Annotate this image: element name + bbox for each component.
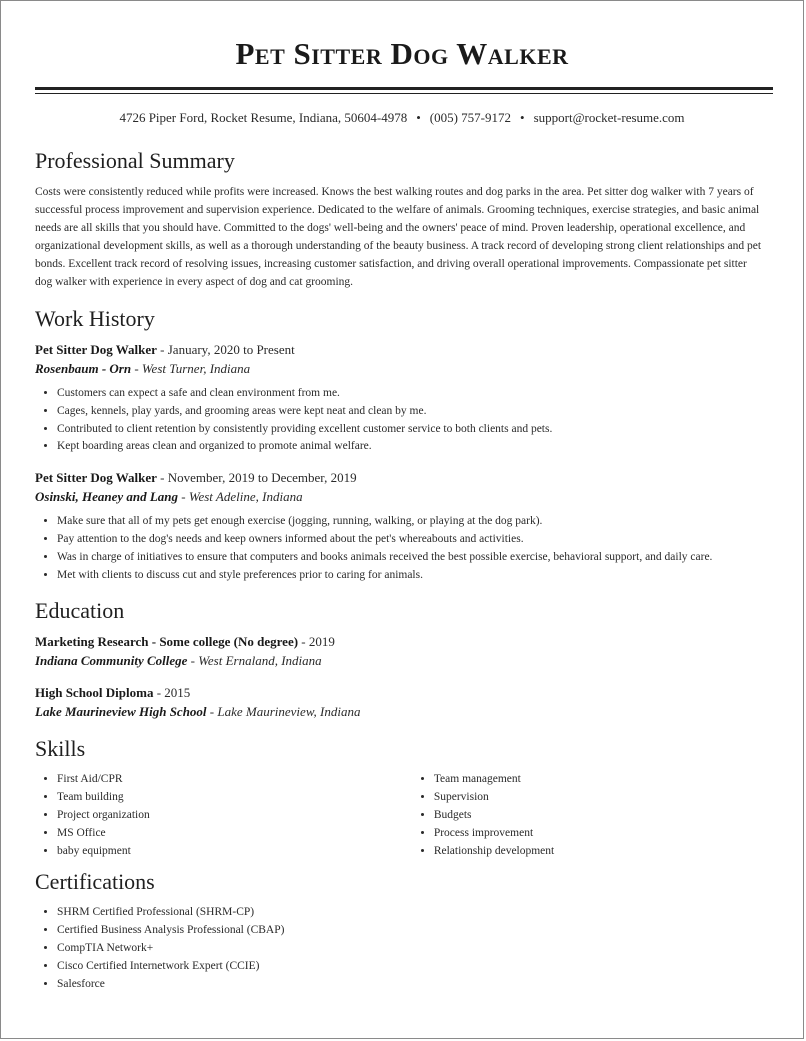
job-bullet: • Met with clients to discuss cut and style preferences prior to caring for animals. [57, 567, 765, 585]
job-dates: - January, 2020 to Present [156, 342, 295, 357]
contact-separator: • [520, 110, 525, 125]
skill-item: • Project organization [57, 807, 412, 825]
skills-list-left [35, 771, 412, 860]
job-bullet: • Make sure that all of my pets get enough exercise (jogging, running, walking, or playing at the dog park). [57, 513, 765, 531]
job-entry [35, 341, 765, 456]
job-title-line [35, 469, 765, 487]
education-location: - West Ernaland, Indiana [187, 653, 322, 669]
resume-content [35, 147, 765, 1001]
summary-text: Costs were consistently reduced while profits were increased. Knows the best walking routes and dog parks in the area. Pet sitter dog walker with 7 years of successful process improvement and supervision experience. Dedicated to the welfare of animals. Grooming techniques, exercise strategies, and basic animal needs are all skills that you should have. Committed to the dogs' well-being and the owners' peace of mind. Proven leadership, operational excellence, and organizational development skills, as well as a thorough understanding of the beauty business. A track record of developing strong client relationships and pet bonds. Excellent track record of resolving issues, increasing customer satisfaction, and driving overall operational improvements. Compassionate pet sitter dog walker with experience in every aspect of dog and cat grooming. [35, 186, 762, 288]
certification-item: • CompTIA Network+ [57, 940, 765, 958]
education-degree: High School Diploma [35, 685, 154, 701]
job-bullets [35, 513, 765, 584]
education-school-line [35, 651, 765, 670]
job-bullet: • Kept boarding areas clean and organized to promote animal welfare. [57, 438, 765, 456]
job-location: - West Turner, Indiana [131, 361, 251, 376]
skill-item: • Supervision [434, 789, 765, 807]
skill-item: • Budgets [434, 807, 765, 825]
skill-item: • First Aid/CPR [57, 771, 412, 789]
education-school: Indiana Community College [35, 653, 188, 669]
header-rule-thick [35, 87, 773, 90]
skill-item: • Relationship development [434, 843, 765, 861]
job-title: Pet Sitter Dog Walker [35, 342, 157, 357]
education-section [35, 597, 765, 721]
job-title-line [35, 341, 765, 359]
job-entry [35, 469, 765, 584]
certifications-list [35, 904, 765, 993]
education-heading: Education [35, 598, 125, 624]
job-location: - West Adeline, Indiana [178, 489, 303, 505]
education-year: - 2015 [153, 685, 191, 701]
job-company: Rosenbaum - Orn [35, 361, 132, 376]
certification-item: • SHRM Certified Professional (SHRM-CP) [57, 904, 765, 922]
resume-name: Pet Sitter Dog Walker [235, 36, 569, 71]
summary-section [35, 147, 765, 291]
skills-section [35, 735, 765, 860]
education-school: Lake Maurineview High School [35, 704, 207, 720]
job-company: Osinski, Heaney and Lang [35, 489, 179, 505]
certification-item: • Cisco Certified Internetwork Expert (CCIE) [57, 958, 765, 976]
contact-phone: (005) 757-9172 [429, 110, 512, 125]
header-rule-thin [35, 93, 773, 94]
job-bullet: • Cages, kennels, play yards, and grooming areas were kept neat and clean by me. [57, 403, 765, 421]
education-entry [35, 684, 765, 721]
work-history-section [35, 305, 765, 584]
job-dates: - November, 2019 to December, 2019 [156, 470, 357, 486]
job-bullet: • Customers can expect a safe and clean environment from me. [57, 385, 765, 403]
contact-line [1, 110, 803, 126]
education-school-line [35, 702, 765, 721]
education-degree-line [35, 684, 765, 702]
skill-item: • Process improvement [434, 825, 765, 843]
education-location: - Lake Maurineview, Indiana [206, 704, 361, 720]
job-company-line [35, 487, 765, 506]
certifications-heading: Certifications [35, 869, 155, 895]
summary-heading: Professional Summary [35, 148, 235, 173]
job-bullet: • Pay attention to the dog's needs and keep owners informed about the pet's whereabouts and activities. [57, 531, 765, 549]
job-bullets [35, 385, 765, 456]
job-company-line [35, 359, 765, 378]
contact-separator: • [416, 110, 421, 125]
certifications-section [35, 868, 765, 993]
skills-list-right [412, 771, 765, 860]
job-title: Pet Sitter Dog Walker [35, 470, 157, 486]
skills-heading: Skills [35, 736, 86, 762]
certification-item: • Salesforce [57, 976, 765, 994]
skill-item: • Team management [434, 771, 765, 789]
education-year: - 2019 [298, 634, 335, 650]
job-bullet: • Contributed to client retention by consistently providing excellent customer service to both clients and pets. [57, 421, 765, 439]
skill-item: • Team building [57, 789, 412, 807]
job-bullet: • Was in charge of initiatives to ensure that computers and books animals received the best possible exercise, behavioral support, and daily care. [57, 549, 765, 567]
education-degree: Marketing Research - Some college (No degree) [35, 634, 299, 650]
skill-item: • baby equipment [57, 843, 412, 861]
skills-columns [35, 771, 765, 860]
skill-item: • MS Office [57, 825, 412, 843]
education-entry [35, 633, 765, 670]
work-history-heading: Work History [35, 306, 155, 331]
contact-email: support@rocket-resume.com [533, 110, 685, 125]
education-degree-line [35, 633, 765, 651]
certification-item: • Certified Business Analysis Professional (CBAP) [57, 922, 765, 940]
contact-address: 4726 Piper Ford, Rocket Resume, Indiana, 50604-4978 [119, 110, 408, 125]
